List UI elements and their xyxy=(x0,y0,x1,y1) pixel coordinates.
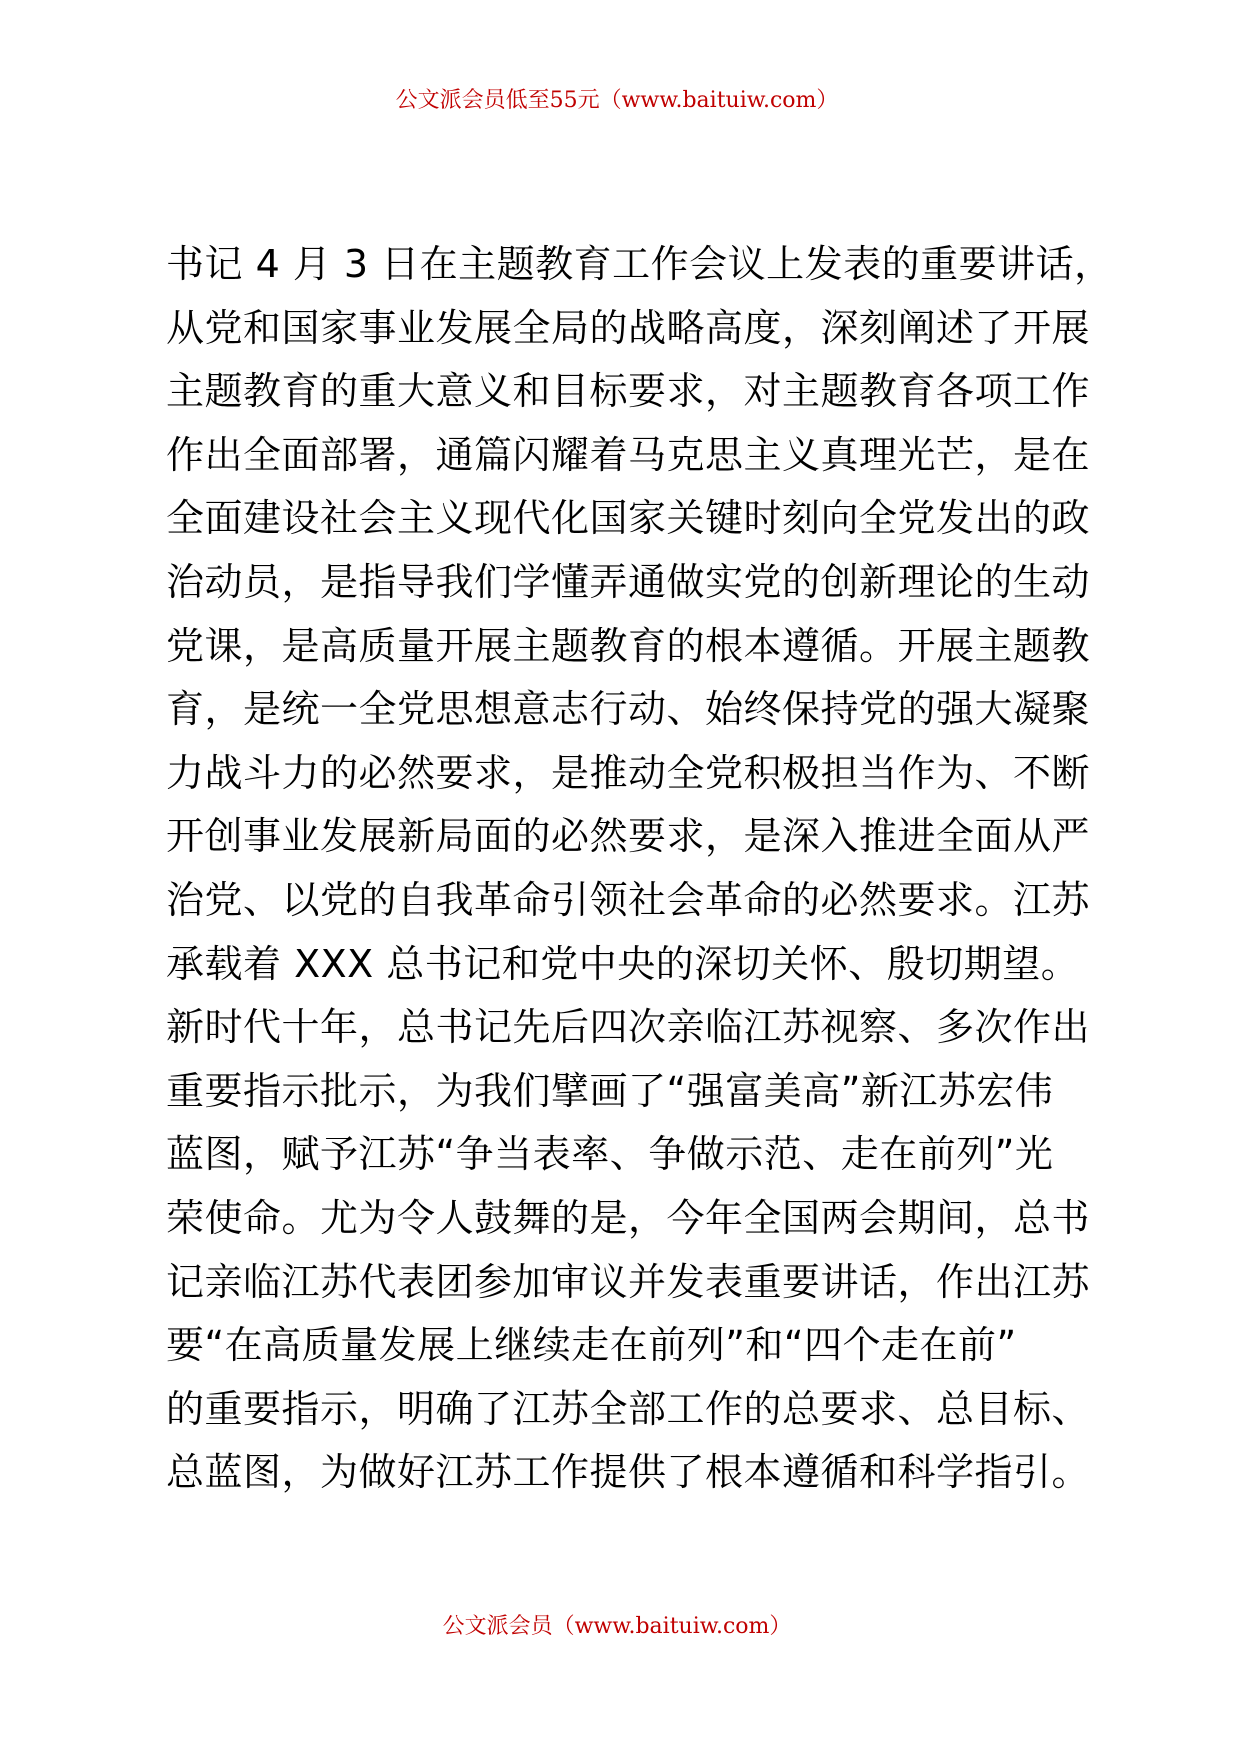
footer-banner: 公文派会员（www.baituiw.com） xyxy=(442,1614,792,1639)
body-line: 书记 4 月 3 日在主题教育工作会议上发表的重要讲话， xyxy=(166,242,1113,286)
body-line: 要“在高质量发展上继续走在前列”和“四个走在前” xyxy=(166,1323,1017,1368)
body-line: 育，是统一全党思想意志行动、始终保持党的强大凝聚 xyxy=(166,687,1091,732)
body-line: 主题教育的重大意义和目标要求，对主题教育各项工作 xyxy=(166,369,1091,414)
body-line: 重要指示批示，为我们擘画了“强富美高”新江苏宏伟 xyxy=(166,1068,1054,1113)
body-line: 开创事业发展新局面的必然要求，是深入推进全面从严 xyxy=(166,814,1091,859)
body-line: 总蓝图，为做好江苏工作提供了根本遵循和科学指引。 xyxy=(166,1450,1091,1495)
body-line: 作出全面部署，通篇闪耀着马克思主义真理光芒，是在 xyxy=(166,432,1091,477)
body-line: 新时代十年，总书记先后四次亲临江苏视察、多次作出 xyxy=(166,1005,1091,1050)
body-line: 治动员，是指导我们学懂弄通做实党的创新理论的生动 xyxy=(166,559,1091,604)
body-line: 荣使命。尤为令人鼓舞的是，今年全国两会期间，总书 xyxy=(166,1195,1091,1240)
body-line: 的重要指示，明确了江苏全部工作的总要求、总目标、 xyxy=(166,1386,1091,1431)
document-body xyxy=(166,233,1113,1505)
body-line: 从党和国家事业发展全局的战略高度，深刻阐述了开展 xyxy=(166,305,1091,350)
body-line: 力战斗力的必然要求，是推动全党积极担当作为、不断 xyxy=(166,750,1091,795)
body-line: 全面建设社会主义现代化国家关键时刻向全党发出的政 xyxy=(166,496,1091,541)
body-line: 承载着 XXX 总书记和党中央的深切关怀、殷切期望。 xyxy=(166,941,1080,986)
body-line: 党课，是高质量开展主题教育的根本遵循。开展主题教 xyxy=(166,623,1091,668)
header-banner: 公文派会员低至55元（www.baituiw.com） xyxy=(395,88,839,113)
body-line: 记亲临江苏代表团参加审议并发表重要讲话，作出江苏 xyxy=(166,1259,1091,1304)
body-line: 蓝图，赋予江苏“争当表率、争做示范、走在前列”光 xyxy=(166,1132,1054,1177)
body-line: 治党、以党的自我革命引领社会革命的必然要求。江苏 xyxy=(166,877,1091,922)
